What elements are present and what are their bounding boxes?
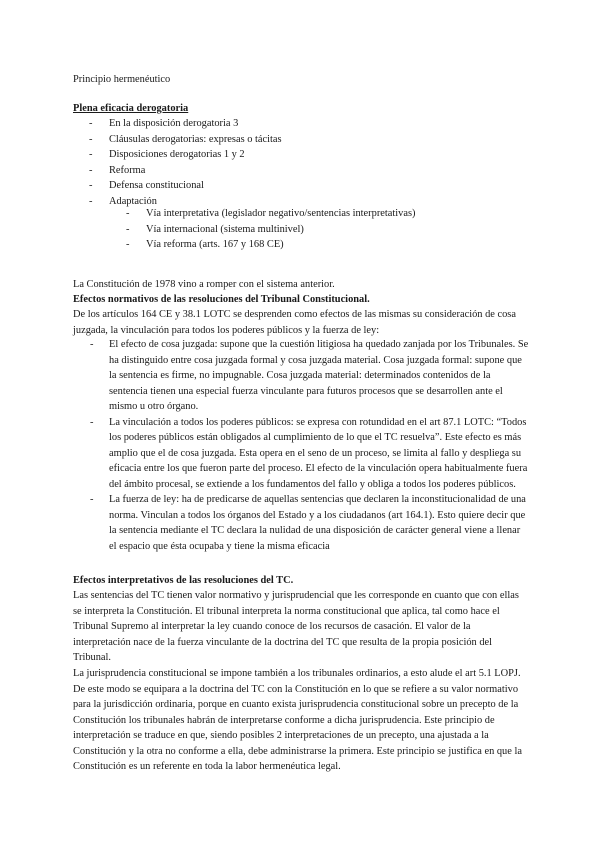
efectos-normativos-list (73, 337, 529, 554)
document-title: Principio hermenéutico (73, 74, 171, 85)
list-item: - El efecto de cosa juzgada: supone que la cuestión litigiosa ha quedado zanjada por los Tribunales. Se ha distinguido entre cosa juzgada formal y cosa juzgada material. Cosa juzgada formal: supone que la sentencia es firme, no impugnable. Cosa juzgada material: determinados contenidos de la sentencia tienen una especial fuerza vinculante para futuros procesos que se desarrollen ante el mismo u otro órgano. (90, 339, 529, 412)
section-heading-efectos-interpretativos: Efectos interpretativos de las resoluciones del TC. (73, 575, 294, 586)
efectos-interpretativos-paragraph-1: Las sentencias del TC tienen valor normativo y jurisprudencial que les corresponde en cuanto que con ellas se interpreta la Constitución. El tribunal interpreta la norma constitucional que aplica, tal como hace el Tribunal Supremo al interpretar la ley cuando conoce de los recursos de casación. El valor de la interpretación nace de la fuerza vinculante de la doctrina del TC que resulta de la propia posición del Tribunal. (73, 590, 519, 663)
section-heading-efectos-normativos: Efectos normativos de las resoluciones del Tribunal Constitucional. (73, 294, 370, 305)
list-item: - Reforma (89, 164, 146, 176)
sublist-item: - Vía interpretativa (legislador negativo/sentencias interpretativas) (126, 208, 416, 219)
derogatoria-list (73, 116, 529, 209)
sublist-item: - Vía internacional (sistema multinivel) (126, 223, 304, 235)
sublist-item: - Vía reforma (arts. 167 y 168 CE) (126, 239, 284, 250)
list-item: - Adaptación (89, 195, 157, 207)
adaptacion-sublist (73, 206, 529, 253)
intro-sentence: La Constitución de 1978 vino a romper con el sistema anterior. (73, 279, 335, 290)
section-heading-derogatoria: Plena eficacia derogatoria (73, 103, 189, 114)
list-item: - En la disposición derogatoria 3 (89, 118, 239, 129)
efectos-normativos-paragraph: De los artículos 164 CE y 38.1 LOTC se desprenden como efectos de las mismas su consideración de cosa juzgada, la vinculación para todos los poderes públicos y la fuerza de ley: (73, 309, 516, 336)
list-item: - La fuerza de ley: ha de predicarse de aquellas sentencias que declaren la inconstitucionalidad de una norma. Vinculan a todos los órganos del Estado y a los ciudadanos (art 164.1). Esto quiere decir que la sentencia mediante el TC declara la nulidad de una disposición de carácter general viene a llenar el espacio que ésta ocupaba y tiene la misma eficacia (90, 494, 526, 552)
list-item: - Disposiciones derogatorias 1 y 2 (89, 149, 245, 160)
efectos-interpretativos-paragraph-2: La jurisprudencia constitucional se impone también a los tribunales ordinarios, a esto alude el art 5.1 LOPJ. De este modo se equipara a la doctrina del TC con la Constitución en lo que se refiere a su valor normativo para la jurisdicción ordinaria, porque en cuanto exista jurisprudencia constitucional sobre un precepto de la Constitución los tribunales habrán de interpretarse conforme a dicha jurisprudencia. Este principio de interpretación se traduce en que, siendo posibles 2 interpretaciones de un precepto, una ajustada a la Constitución y la otra no conforme a ella, debe administrarse la primera. Este principio se justifica en que la Constitución es un referente en toda la labor hermenéutica legal. (73, 668, 522, 772)
list-item: - Cláusulas derogatorias: expresas o tácitas (89, 133, 282, 145)
list-item: - La vinculación a todos los poderes públicos: se expresa con rotundidad en el art 87.1 LOTC: “Todos los poderes públicos están obligados al cumplimiento de lo que el TC resuelva”. Este efecto es más amplio que el de cosa juzgada. Esta opera en el seno de un proceso, se limita al fallo y despliega su eficacia entre los que fueron parte del proceso. El efecto de la vinculación opera habitualmente fuera del ámbito procesal, se extiende a los fundamentos del fallo y obliga a todos los poderes públicos. (90, 416, 528, 490)
list-item: - Defensa constitucional (89, 180, 204, 191)
